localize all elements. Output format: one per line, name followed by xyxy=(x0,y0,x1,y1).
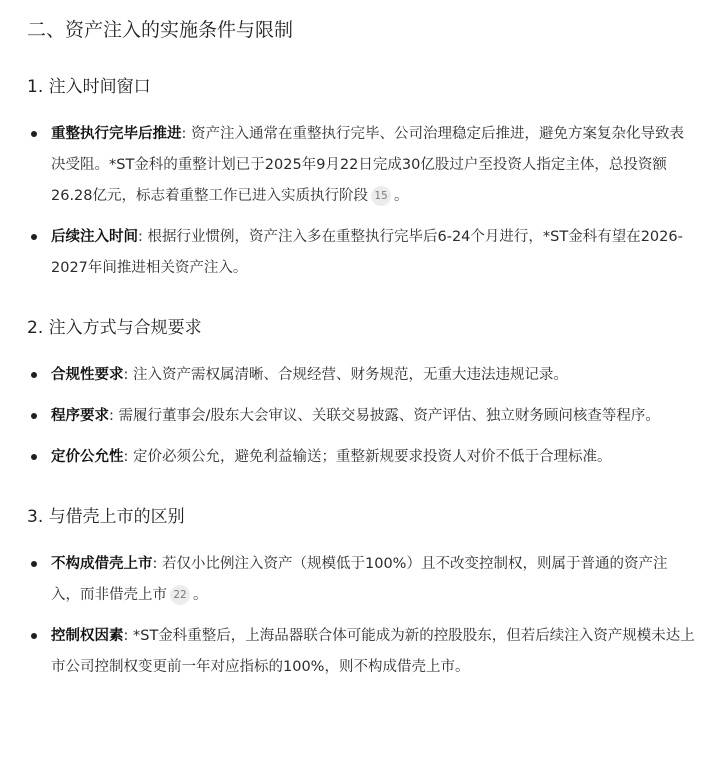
subsection-title-backdoor-listing: 3. 与借壳上市的区别 xyxy=(27,507,185,527)
list-item xyxy=(27,442,696,473)
section-title: 二、资产注入的实施条件与限制 xyxy=(27,19,294,41)
item-text: : 资产注入通常在重整执行完毕、公司治理稳定后推进，避免方案复杂化导致表决受阻。*ST金科的重整计划已于2025年9月22日完成30亿股过户至投资人指定主体，总投资额26.28亿元，标志着重整工作已进入实质执行阶段 xyxy=(51,126,684,204)
subsection-title-time-window: 1. 注入时间窗口 xyxy=(27,77,151,97)
item-label: 后续注入时间 xyxy=(51,229,138,245)
list-item xyxy=(27,621,696,683)
bullet-list-method-compliance xyxy=(27,360,696,473)
citation-badge[interactable]: 22 xyxy=(170,585,190,605)
item-label: 重整执行完毕后推进 xyxy=(51,126,182,142)
list-item xyxy=(27,401,696,432)
item-text: : 需履行董事会/股东大会审议、关联交易披露、资产评估、独立财务顾问核查等程序。 xyxy=(109,408,660,424)
bullet-dot-icon xyxy=(31,234,37,240)
bullet-dot-icon xyxy=(31,633,37,639)
item-label: 控制权因素 xyxy=(51,628,124,644)
bullet-list-backdoor-listing xyxy=(27,549,696,683)
list-item xyxy=(27,360,696,391)
item-label: 合规性要求 xyxy=(51,367,124,383)
bullet-dot-icon xyxy=(31,372,37,378)
bullet-dot-icon xyxy=(31,413,37,419)
item-text: : *ST金科重整后，上海品器联合体可能成为新的控股股东，但若后续注入资产规模未达上市公司控制权变更前一年对应指标的100%，则不构成借壳上市。 xyxy=(51,628,695,675)
bullet-dot-icon xyxy=(31,561,37,567)
subsection-title-method-compliance: 2. 注入方式与合规要求 xyxy=(27,318,202,338)
item-label: 定价公允性 xyxy=(51,449,124,465)
item-text: : 定价必须公允，避免利益输送；重整新规要求投资人对价不低于合理标准。 xyxy=(123,449,612,465)
item-label: 不构成借壳上市 xyxy=(51,556,153,572)
list-item xyxy=(27,222,696,284)
list-item xyxy=(27,549,696,611)
item-text: : 若仅小比例注入资产（规模低于100%）且不改变控制权，则属于普通的资产注入，而非借壳上市 xyxy=(51,556,668,603)
bullet-dot-icon xyxy=(31,131,37,137)
item-label: 程序要求 xyxy=(51,408,109,424)
item-text: : 根据行业惯例，资产注入多在重整执行完毕后6-24个月进行，*ST金科有望在2026-2027年间推进相关资产注入。 xyxy=(51,229,683,276)
item-text-tail: 。 xyxy=(394,188,409,204)
item-text-tail: 。 xyxy=(193,587,208,603)
bullet-dot-icon xyxy=(31,454,37,460)
item-text: : 注入资产需权属清晰、合规经营、财务规范，无重大违法违规记录。 xyxy=(123,367,568,383)
list-item xyxy=(27,119,696,212)
bullet-list-time-window xyxy=(27,119,696,284)
citation-badge[interactable]: 15 xyxy=(371,186,391,206)
